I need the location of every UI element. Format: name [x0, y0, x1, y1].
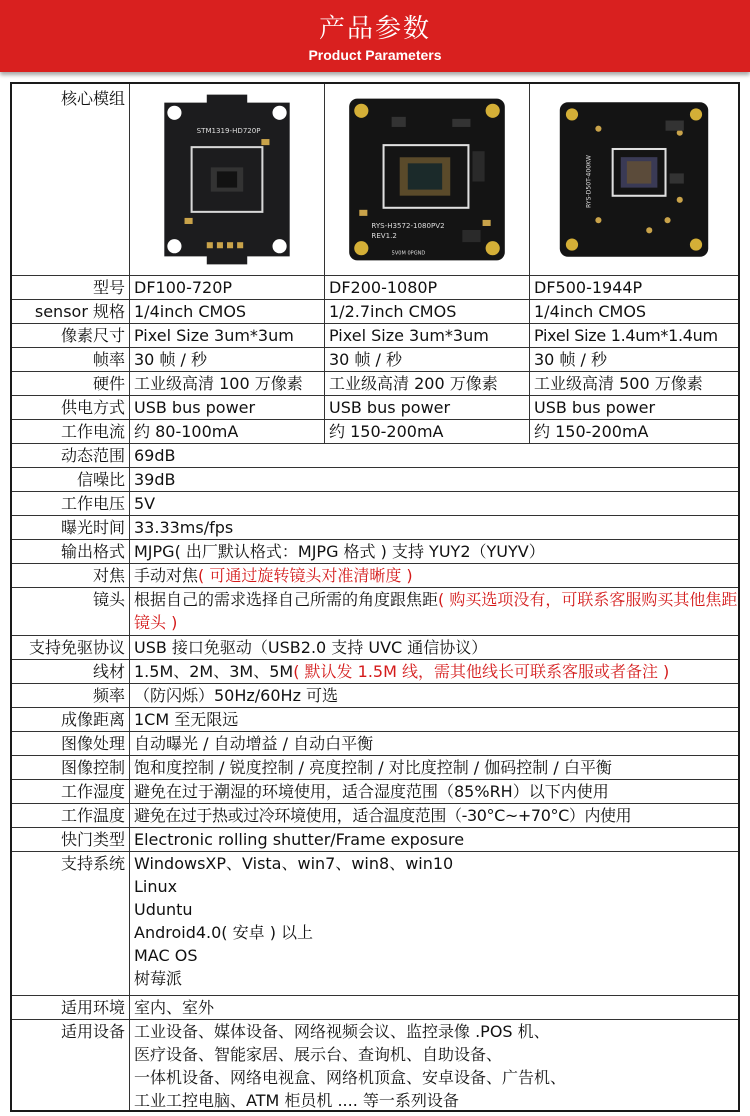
spec-row-devices	[12, 1020, 738, 1110]
spec-row-sensor	[12, 300, 738, 324]
cell-value: 工业级高清 500 万像素	[534, 374, 703, 393]
page-title: 产品参数	[318, 14, 431, 44]
parameter-table	[10, 82, 740, 1112]
row-label: 工作电压	[12, 492, 130, 515]
row-label: 频率	[12, 684, 130, 707]
spec-row-systems	[12, 852, 738, 996]
spec-row-image-processing	[12, 732, 738, 756]
module-photo-df200	[325, 84, 530, 275]
row-label: 核心模组	[12, 84, 130, 275]
cell-value: USB bus power	[325, 396, 530, 419]
cell-value: Pixel Size 1.4um*1.4um	[534, 326, 718, 345]
spec-row-lens	[12, 588, 738, 636]
spec-row-focus	[12, 564, 738, 588]
cell-value: 1/2.7inch CMOS	[325, 300, 530, 323]
camera-board-icon	[136, 88, 318, 271]
cell-value: USB 接口免驱动（USB2.0 支持 UVC 通信协议）	[134, 638, 488, 657]
device-line: 医疗设备、智能家居、展示台、查询机、自助设备、	[134, 1045, 503, 1064]
red-note: ( 可通过旋转镜头对准清晰度 )	[198, 566, 413, 585]
cell-value: 约 80-100mA	[130, 420, 325, 443]
cell-value: 工业级高清 100 万像素	[130, 372, 325, 395]
device-line: 工业设备、媒体设备、网络视频会议、监控录像 .POS 机、	[134, 1022, 550, 1041]
cell-value	[130, 588, 738, 635]
spec-row-power-supply	[12, 396, 738, 420]
camera-board-icon	[331, 88, 523, 271]
row-label: 支持免驱协议	[12, 636, 130, 659]
row-label: 硬件	[12, 372, 130, 395]
cell-value: 33.33ms/fps	[134, 518, 234, 537]
cell-value: 工业级高清 200 万像素	[325, 372, 530, 395]
cell-value: 1/4inch CMOS	[130, 300, 325, 323]
module-photo-df100	[130, 84, 325, 275]
spec-row-frame-rate	[12, 348, 738, 372]
system-item: Android4.0( 安卓 ) 以上	[134, 923, 314, 942]
cell-value: 室内、室外	[134, 998, 215, 1017]
row-label: 工作湿度	[12, 780, 130, 803]
red-note: ( 购买选项没有，可联系客服购买其他焦距镜头 )	[134, 590, 738, 632]
red-note: ( 默认发 1.5M 线，需其他线长可联系客服或者备注 )	[293, 662, 670, 681]
spec-row-output-format	[12, 540, 738, 564]
cell-value: MJPG( 出厂默认格式：MJPG 格式 ) 支持 YUY2（YUYV）	[134, 542, 545, 561]
row-label: sensor 规格	[12, 300, 130, 323]
row-label: 图像控制	[12, 756, 130, 779]
row-label: 图像处理	[12, 732, 130, 755]
svg-text:RYS-D50T-400KW: RYS-D50T-400KW	[585, 155, 593, 208]
cell-value: 避免在过于潮湿的环境使用，适合湿度范围（85%RH）以下内使用	[134, 782, 609, 801]
cell-value	[130, 852, 738, 995]
spec-row-cable	[12, 660, 738, 684]
cell-value: USB bus power	[534, 398, 656, 417]
cell-value: （防闪烁）50Hz/60Hz 可选	[134, 686, 339, 705]
row-label: 成像距离	[12, 708, 130, 731]
cell-value: 1CM 至无限远	[134, 710, 239, 729]
spec-row-image-control	[12, 756, 738, 780]
camera-board-icon	[536, 88, 732, 271]
row-label: 帧率	[12, 348, 130, 371]
cell-value: 5V	[134, 494, 156, 513]
model-df500: DF500-1944P	[534, 278, 643, 297]
cell-value: Electronic rolling shutter/Frame exposure	[134, 830, 465, 849]
device-line: 工业工控电脑、ATM 柜员机 .... 等一系列设备	[134, 1091, 459, 1110]
system-item: MAC OS	[134, 946, 198, 965]
row-label: 适用环境	[12, 996, 130, 1019]
spec-row-snr	[12, 468, 738, 492]
row-label: 信噪比	[12, 468, 130, 491]
row-label: 镜头	[12, 588, 130, 635]
cell-value: 39dB	[134, 470, 176, 489]
cell-value: 30 帧 / 秒	[130, 348, 325, 371]
model-df200: DF200-1080P	[325, 276, 530, 299]
module-photo-df500	[530, 84, 738, 275]
row-label: 对焦	[12, 564, 130, 587]
page-header	[0, 0, 750, 72]
spec-row-current	[12, 420, 738, 444]
spec-row-model	[12, 276, 738, 300]
row-label: 动态范围	[12, 444, 130, 467]
cell-value: 30 帧 / 秒	[534, 350, 608, 369]
cell-value: USB bus power	[130, 396, 325, 419]
spec-row-dynamic-range	[12, 444, 738, 468]
svg-text:RYS-H3572-1080PV2: RYS-H3572-1080PV2	[371, 221, 445, 231]
row-label: 快门类型	[12, 828, 130, 851]
cell-value: 约 150-200mA	[534, 422, 649, 441]
spec-row-frequency	[12, 684, 738, 708]
spec-row-pixel-size	[12, 324, 738, 348]
value-text: 手动对焦	[134, 566, 199, 585]
device-line: 一体机设备、网络电视盒、网络机顶盒、安卓设备、广告机、	[134, 1068, 567, 1087]
value-text: 1.5M、2M、3M、5M	[134, 662, 294, 681]
cell-value: 饱和度控制 / 锐度控制 / 亮度控制 / 对比度控制 / 伽码控制 / 白平衡	[134, 758, 612, 777]
row-label: 输出格式	[12, 540, 130, 563]
row-label: 曝光时间	[12, 516, 130, 539]
module-image-row	[12, 84, 738, 276]
row-label: 线材	[12, 660, 130, 683]
row-label: 支持系统	[12, 852, 130, 995]
row-label: 工作电流	[12, 420, 130, 443]
spec-row-imaging-distance	[12, 708, 738, 732]
system-item: 树莓派	[134, 969, 183, 988]
spec-row-shutter	[12, 828, 738, 852]
cell-value: 69dB	[134, 446, 176, 465]
spec-row-hardware	[12, 372, 738, 396]
row-label: 像素尺寸	[12, 324, 130, 347]
spec-row-temperature	[12, 804, 738, 828]
cell-value: 30 帧 / 秒	[325, 348, 530, 371]
svg-text:STM1319-HD720P: STM1319-HD720P	[196, 125, 261, 135]
row-label: 供电方式	[12, 396, 130, 419]
row-label: 型号	[12, 276, 130, 299]
spec-row-humidity	[12, 780, 738, 804]
system-item: Linux	[134, 877, 178, 896]
svg-text:5V0M 0PGND: 5V0M 0PGND	[391, 250, 426, 257]
svg-text:REV1.2: REV1.2	[371, 231, 397, 241]
cell-value: 1/4inch CMOS	[534, 302, 647, 321]
system-item: WindowsXP、Vista、win7、win8、win10	[134, 854, 454, 873]
spec-row-voltage	[12, 492, 738, 516]
row-label: 适用设备	[12, 1020, 130, 1110]
model-df100: DF100-720P	[130, 276, 325, 299]
spec-row-exposure	[12, 516, 738, 540]
cell-value: Pixel Size 3um*3um	[130, 324, 325, 347]
value-text: 根据自己的需求选择自己所需的角度跟焦距	[134, 590, 439, 609]
spec-row-environment	[12, 996, 738, 1020]
spec-row-driver-protocol	[12, 636, 738, 660]
system-item: Uduntu	[134, 900, 193, 919]
cell-value	[130, 564, 738, 587]
cell-value: 约 150-200mA	[325, 420, 530, 443]
cell-value	[130, 1020, 738, 1110]
row-label: 工作温度	[12, 804, 130, 827]
cell-value: Pixel Size 3um*3um	[325, 324, 530, 347]
cell-value: 自动曝光 / 自动增益 / 自动白平衡	[134, 734, 374, 753]
cell-value: 避免在过于热或过冷环境使用，适合温度范围（-30°C~+70°C）内使用	[134, 806, 632, 825]
page-subtitle: Product Parameters	[308, 47, 442, 63]
cell-value	[130, 660, 738, 683]
